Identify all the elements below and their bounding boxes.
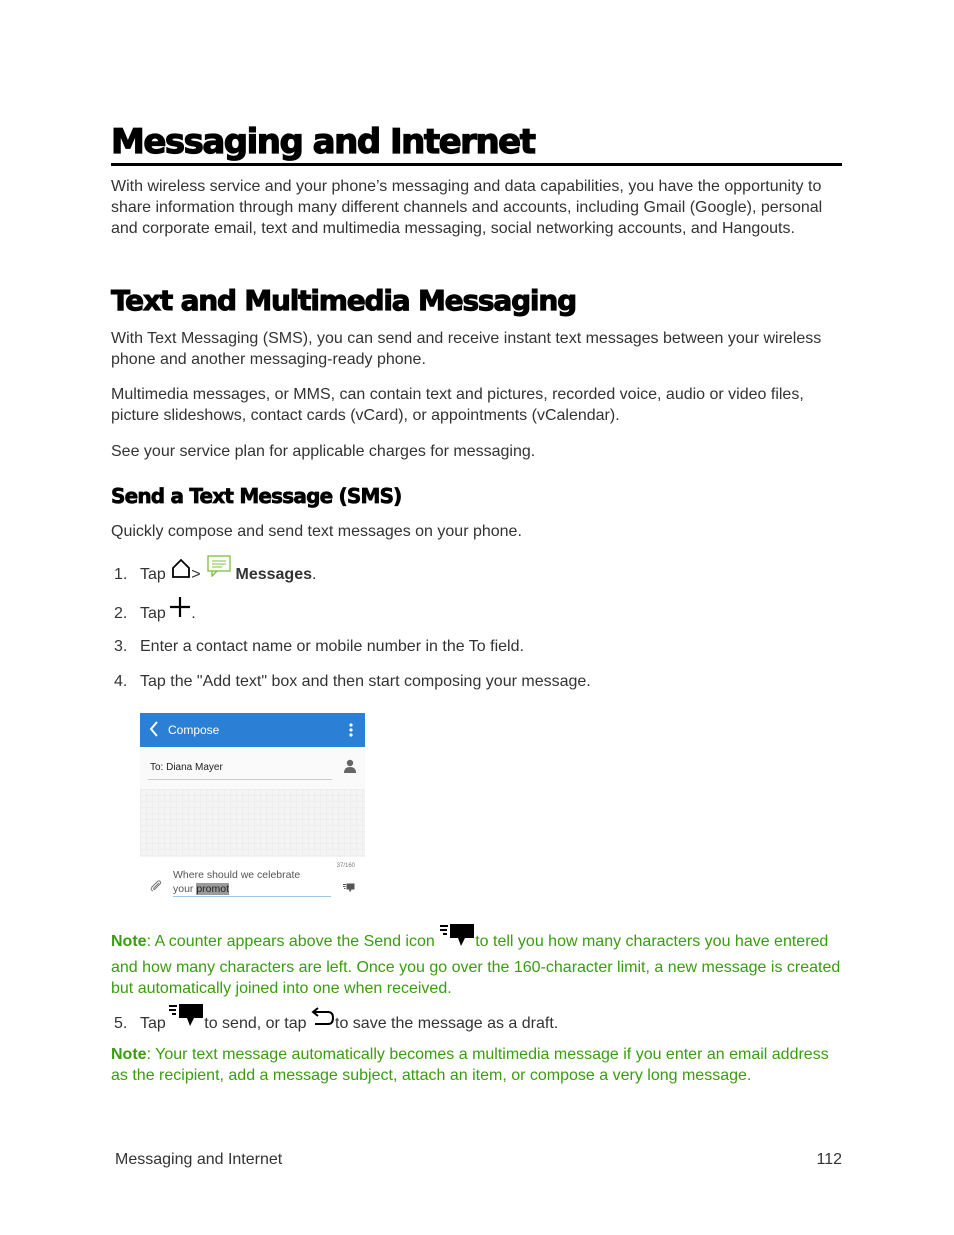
step-number: 4.	[114, 673, 128, 690]
step-1	[114, 561, 316, 589]
step-gt: >	[191, 566, 201, 584]
note-text-cont: to tell you how many characters you have entered and how many characters are left. Once you go over the 160-character limit, a new message is created but automatically joined into one when received.	[111, 933, 841, 997]
step-2	[114, 600, 196, 628]
step-text: Tap the "Add text" box and then start composing your message.	[140, 673, 591, 690]
recipient-underline	[148, 779, 332, 780]
compose-box	[140, 857, 365, 903]
send-icon	[168, 1003, 204, 1033]
messages-app-icon	[207, 555, 231, 583]
section-heading: Text and Multimedia Messaging	[111, 284, 576, 317]
note-counter	[111, 927, 841, 999]
step-end: .	[191, 605, 196, 623]
plus-icon	[169, 596, 191, 624]
send-icon	[439, 923, 475, 953]
compose-header-bar	[140, 713, 365, 747]
note-text: : Your text message automatically becomes a multimedia message if you enter an email address as the recipient, add a message subject, attach an item, or compose a very long message.	[111, 1046, 829, 1084]
send-icon	[342, 880, 356, 898]
compose-title: Compose	[168, 723, 220, 737]
step-tap-text: Tap	[140, 566, 166, 584]
compose-line-1: Where should we celebrate	[173, 869, 301, 881]
step-mid-text: to send, or tap	[204, 1015, 307, 1033]
page-title: Messaging and Internet	[111, 122, 535, 162]
step-number: 3.	[114, 638, 128, 655]
compose-highlight: promot	[196, 883, 230, 895]
compose-screenshot	[140, 713, 365, 903]
step-4	[114, 671, 591, 692]
note-text: : A counter appears above the Send icon	[146, 933, 435, 951]
paperclip-icon	[150, 879, 162, 897]
title-rule	[111, 163, 842, 166]
person-icon	[343, 759, 357, 778]
step-tap-text: Tap	[140, 1015, 166, 1033]
recipient-field: To: Diana Mayer	[150, 762, 223, 773]
step-end: to save the message as a draft.	[335, 1015, 559, 1033]
charges-paragraph: See your service plan for applicable charges for messaging.	[111, 443, 536, 460]
step-end: .	[312, 566, 317, 584]
footer-section: Messaging and Internet	[115, 1151, 283, 1168]
step-number: 2.	[114, 605, 128, 623]
step-5	[114, 1009, 558, 1039]
note-mms	[111, 1044, 841, 1086]
compose-underline	[173, 896, 331, 897]
character-counter: 37/160	[336, 863, 355, 869]
message-area	[140, 789, 365, 857]
step-tap-text: Tap	[140, 605, 166, 623]
subsection-heading: Send a Text Message (SMS)	[111, 484, 402, 508]
recipient-row	[140, 747, 365, 789]
home-icon	[171, 558, 191, 584]
messages-app-label: Messages	[235, 566, 312, 584]
intro-paragraph: With wireless service and your phone’s messaging and data capabilities, you have the opportunity to share information through many different channels and accounts, including Gmail (Google), personal and corporate email, text and multimedia messaging, social networking accounts, and Hangouts.	[111, 178, 823, 237]
note-label: Note	[111, 933, 147, 951]
chevron-left-icon	[148, 719, 160, 744]
step-text: Enter a contact name or mobile number in the To field.	[140, 638, 524, 655]
compose-line-2: your	[173, 883, 197, 895]
subsection-intro: Quickly compose and send text messages on your phone.	[111, 523, 522, 540]
step-3	[114, 636, 524, 657]
step-number: 1.	[114, 566, 128, 584]
sms-paragraph: With Text Messaging (SMS), you can send and receive instant text messages between your wireless phone and another messaging-ready phone.	[111, 330, 822, 368]
compose-text	[173, 868, 300, 896]
overflow-menu-icon	[349, 723, 353, 742]
back-undo-icon	[311, 1006, 335, 1034]
mms-paragraph: Multimedia messages, or MMS, can contain text and pictures, recorded voice, audio or video files, picture slideshows, contact cards (vCard), or appointments (vCalendar).	[111, 386, 804, 424]
note-label: Note	[111, 1046, 147, 1063]
page-number: 112	[816, 1151, 842, 1168]
step-number: 5.	[114, 1015, 128, 1033]
